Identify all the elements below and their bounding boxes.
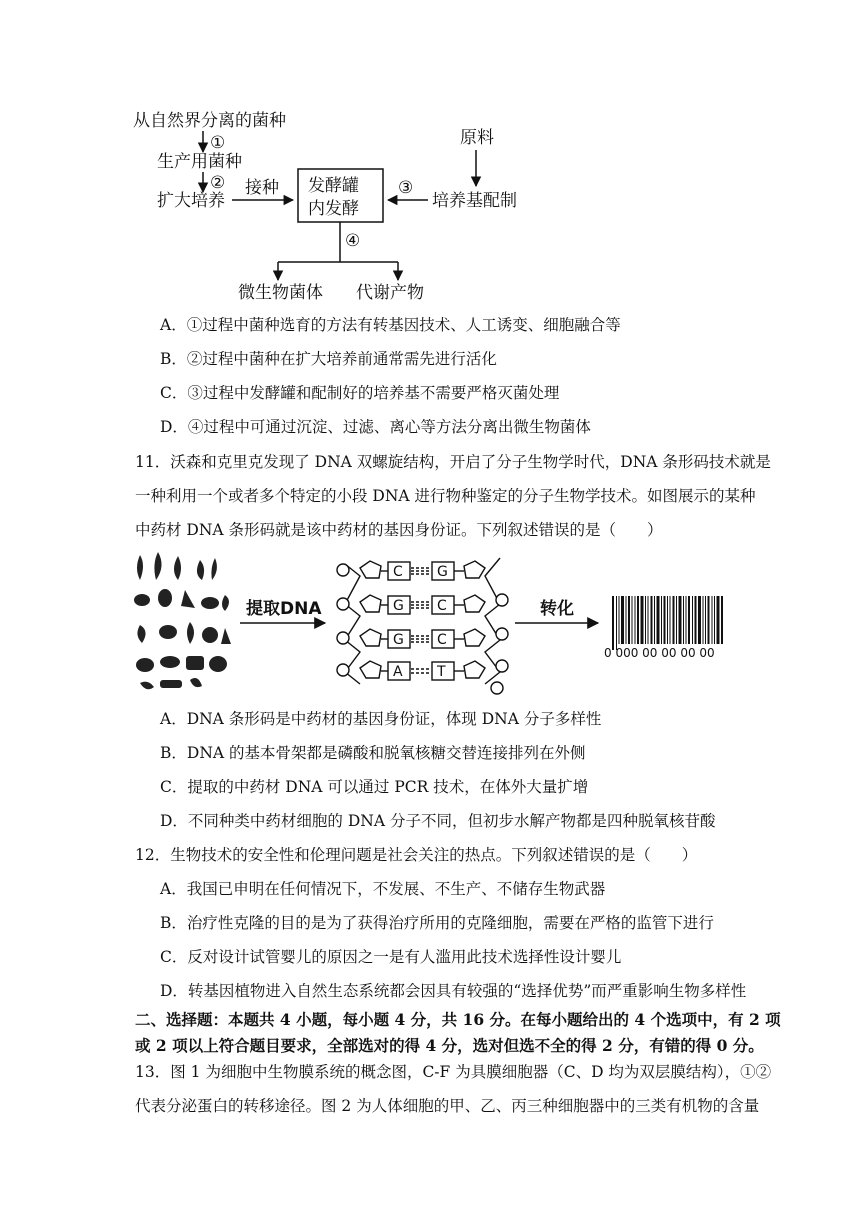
barcode-bar: [661, 596, 662, 644]
q11-stem-line1: 11．沃森和克里克发现了 DNA 双螺旋结构，开启了分子生物学时代，DNA 条形码技术就是: [135, 453, 771, 471]
flow-metabolites: 代谢产物: [356, 283, 424, 303]
base-pair-4-right: T: [437, 664, 446, 680]
flow-step-4: ④: [345, 231, 361, 251]
herb-illustrations: [134, 552, 231, 689]
base-pair-4-left: A: [393, 664, 403, 680]
fermenter-line2: 内发酵: [308, 199, 359, 219]
barcode-bar: [657, 596, 660, 644]
q10-option-b: B．②过程中菌种在扩大培养前通常需先进行活化: [160, 350, 497, 368]
barcode-bar: [635, 596, 636, 644]
barcode-bar: [705, 596, 706, 644]
barcode-bar: [651, 596, 653, 644]
section2-heading-line1: 二、选择题：本题共 4 小题，每小题 4 分，共 16 分。在每小题给出的 4 个选项中，有 2 项: [135, 1010, 781, 1029]
q11-option-a: A．DNA 条形码是中药材的基因身份证，体现 DNA 分子多样性: [160, 710, 602, 728]
barcode-bar: [641, 596, 644, 644]
q10-option-d: D．④过程中可通过沉淀、过滤、离心等方法分离出微生物菌体: [160, 418, 591, 436]
flow-raw-material: 原料: [460, 128, 494, 148]
barcode-bar: [676, 596, 677, 644]
q13-stem-line2: 代表分泌蛋白的转移途径。图 2 为人体细胞的甲、乙、丙三种细胞器中的三类有机物的含量: [135, 1097, 760, 1115]
section2-heading-line2: 或 2 项以上符合题目要求，全部选对的得 4 分，选对但选不全的得 2 分，有错的得 0 分。: [135, 1036, 764, 1055]
flow-medium-prep: 培养基配制: [432, 191, 517, 211]
barcode-number: 0 000 00 00 00 00: [604, 646, 715, 660]
q12-option-d: D．转基因植物进入自然生态系统都会因具有较强的“选择优势”而严重影响生物多样性: [160, 982, 747, 1000]
fermenter-line1: 发酵罐: [308, 176, 359, 196]
q12-stem: 12．生物技术的安全性和伦理问题是社会关注的热点。下列叙述错误的是（ ）: [135, 846, 698, 864]
q12-option-b: B．治疗性克隆的目的是为了获得治疗所用的克隆细胞，需要在严格的监管下进行: [160, 914, 714, 932]
barcode-bar: [664, 596, 666, 644]
barcode-bar: [721, 596, 723, 644]
barcode-bar: [717, 596, 720, 644]
barcode-bar: [626, 596, 627, 644]
flow-step-3: ③: [398, 178, 414, 198]
extract-dna-label: 提取DNA: [246, 599, 322, 619]
barcode-bar: [637, 596, 639, 644]
barcode-bar: [673, 596, 675, 644]
barcode-image: [612, 596, 723, 650]
q10-option-c: C．③过程中发酵罐和配制好的培养基不需要严格灭菌处理: [160, 384, 560, 402]
barcode-bar: [670, 596, 671, 644]
flow-inoculate-label: 接种: [245, 178, 279, 198]
barcode-bar: [712, 596, 713, 644]
q11-stem-line3: 中药材 DNA 条形码就是该中药材的基因身份证。下列叙述错误的是（ ）: [135, 521, 663, 539]
q11-option-b: B．DNA 的基本骨架都是磷酸和脱氧核糖交替连接排列在外侧: [160, 744, 586, 762]
barcode-bar: [686, 596, 687, 644]
barcode-bar: [708, 596, 710, 644]
barcode-bar: [714, 596, 715, 644]
barcode-bar: [703, 596, 704, 644]
barcode-bar: [683, 596, 684, 644]
flow-expand-culture: 扩大培养: [157, 191, 225, 211]
barcode-bar: [688, 596, 690, 644]
base-pair-3-right: C: [437, 632, 447, 648]
flow-microbial-cells: 微生物菌体: [238, 283, 323, 303]
barcode-bar: [628, 596, 630, 644]
convert-label: 转化: [540, 599, 574, 619]
flow-step-2: ②: [210, 173, 226, 193]
q11-stem-line2: 一种利用一个或者多个特定的小段 DNA 进行物种鉴定的分子生物学技术。如图展示的某种: [135, 487, 756, 505]
barcode-bar: [692, 596, 693, 644]
barcode-bar: [648, 596, 649, 644]
barcode-bar: [612, 596, 614, 650]
barcode-bar: [679, 596, 682, 644]
barcode-bar: [654, 596, 655, 644]
q10-option-a: A．①过程中菌种选育的方法有转基因技术、人工诱变、细胞融合等: [160, 316, 621, 334]
flow-top-label: 从自然界分离的菌种: [133, 111, 286, 131]
barcode-bar: [619, 596, 620, 644]
base-pair-2-right: C: [437, 598, 447, 614]
q12-option-c: C．反对设计试管婴儿的原因之一是有人滥用此技术选择性设计婴儿: [160, 948, 622, 966]
barcode-bar: [645, 596, 646, 644]
q12-option-a: A．我国已申明在任何情况下，不发展、不生产、不储存生物武器: [160, 880, 606, 898]
barcode-bar: [667, 596, 668, 644]
q11-option-c: C．提取的中药材 DNA 可以通过 PCR 技术，在体外大量扩增: [160, 778, 589, 796]
barcode-bar: [621, 596, 624, 644]
q11-option-d: D．不同种类中药材细胞的 DNA 分子不同，但初步水解产物都是四种脱氧核苷酸: [160, 812, 716, 830]
base-pair-1-right: G: [437, 564, 448, 580]
base-pair-3-left: G: [393, 632, 404, 648]
base-pair-1-left: C: [393, 564, 403, 580]
flow-step-1: ①: [210, 133, 226, 153]
flow-production-strain: 生产用菌种: [157, 152, 242, 172]
barcode-bar: [616, 596, 617, 650]
base-pair-2-left: G: [393, 598, 404, 614]
dna-double-strand: [337, 558, 508, 694]
barcode-bar: [695, 596, 697, 644]
barcode-bar: [698, 596, 701, 644]
q13-stem-line1: 13．图 1 为细胞中生物膜系统的概念图，C-F 为具膜细胞器（C、D 均为双层膜结构），①②: [135, 1063, 772, 1081]
barcode-bar: [632, 596, 633, 644]
